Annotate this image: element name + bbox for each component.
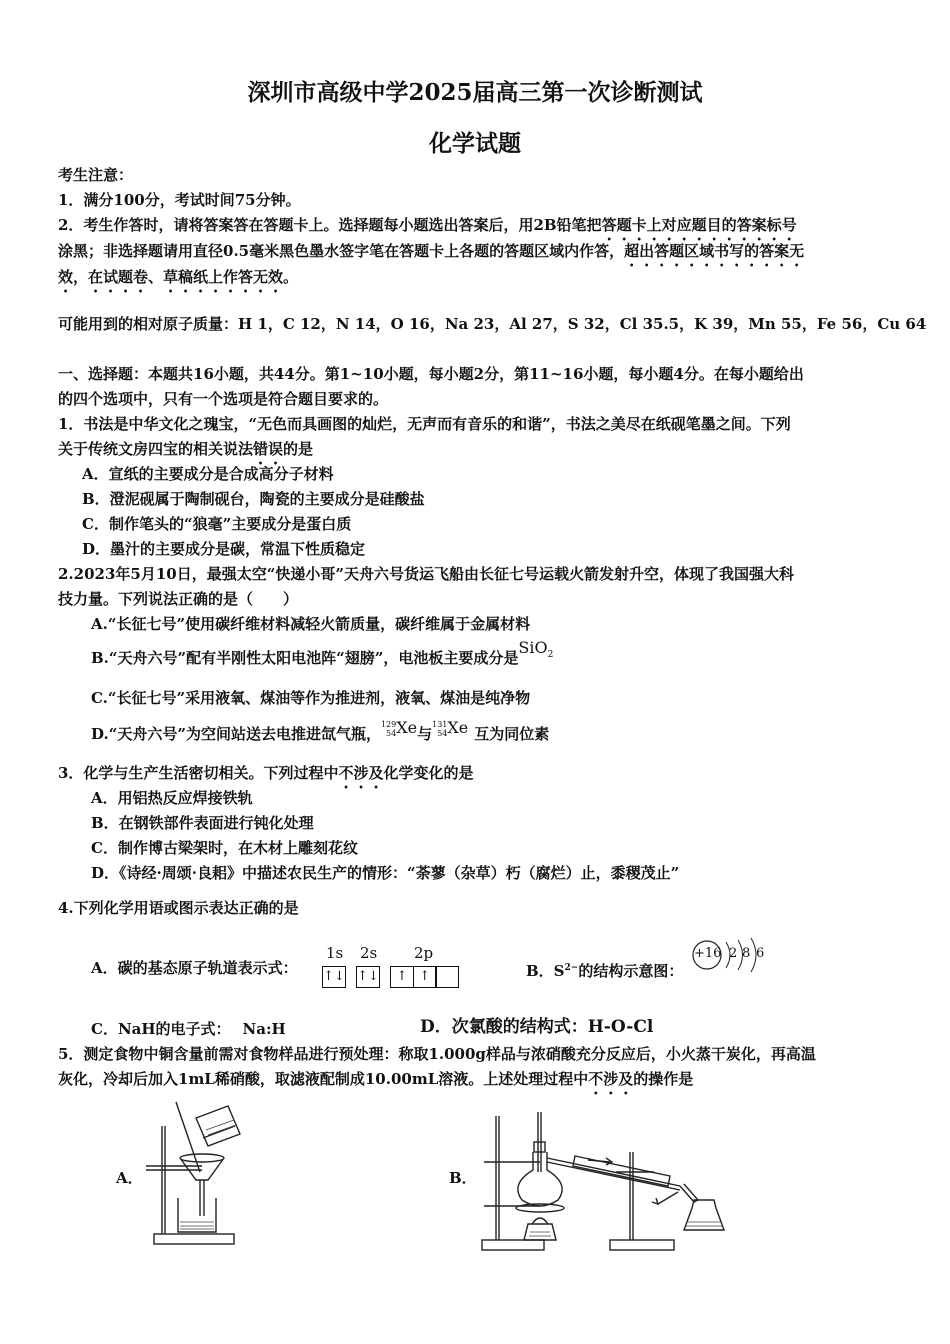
orbital-label-2p: 2p: [414, 944, 434, 962]
q1-option-c: C．制作笔头的“狼毫”主要成分是蛋白质: [82, 515, 352, 533]
q2-stem-line-1: 2.2023年5月10日，最强太空“快递小哥”天舟六号货运飞船由长征七号运载火箭发射升空，体现了我国强大科: [58, 565, 794, 583]
q4-option-c: C．NaH的电子式： Na:H: [91, 1020, 286, 1038]
nucleus-charge: +16: [694, 946, 722, 961]
q2-stem-line-2: 技力量。下列说法正确的是（ ）: [58, 590, 299, 608]
q3-option-d: D．《诗经·周颂·良耜》中描述农民生产的情形：“荼蓼（杂草）朽（腐烂）止，黍稷茂止”: [91, 864, 680, 882]
filtration-apparatus: [140, 1098, 250, 1250]
section-1-line-2: 的四个选项中，只有一个选项是符合题目要求的。: [58, 390, 389, 408]
q4-option-a: A．碳的基态原子轨道表示式：: [91, 959, 298, 977]
q3-option-a: A．用铝热反应焊接铁轨: [91, 789, 253, 807]
orbital-box-2s: ↑↓: [356, 966, 380, 988]
orbital-label-1s: 1s: [326, 944, 344, 962]
notice-item-2-line-1: 2．考生作答时，请将答案答在答题卡上。选择题每小题选出答案后，用2B铅笔把答题卡上对应题目的答案标号: [58, 216, 797, 234]
q1-option-a: A．宣纸的主要成分是合成高分子材料: [82, 465, 334, 483]
q5-stem-line-1: 5．测定食物中铜含量前需对食物样品进行预处理：称取1.000g样品与浓硝酸充分反应后，小火蒸干炭化，再高温: [58, 1045, 816, 1063]
atomic-masses: 可能用到的相对原子质量：H 1，C 12，N 14，O 16，Na 23，Al 27，S 32，Cl 35.5，K 39，Mn 55，Fe 56，Cu 64: [58, 315, 927, 333]
q3-stem: 3．化学与生产生活密切相关。下列过程中不涉及化学变化的是: [58, 764, 474, 782]
q2-option-c: C.“长征七号”采用液氧、煤油等作为推进剂，液氧、煤油是纯净物: [91, 689, 531, 707]
q4-stem: 4.下列化学用语或图示表达正确的是: [58, 899, 299, 917]
q2-option-b: B.“天舟六号”配有半刚性太阳电池阵“翅膀”，电池板主要成分是SiO$_2$: [91, 638, 554, 667]
notice-item-2-line-2: 涂黑；非选择题请用直径0.5毫米黑色墨水签字笔在答题卡上各题的答题区域内作答，超出答题区域书写的答案无: [58, 242, 805, 260]
q1-option-d: D．墨汁的主要成分是碳，常温下性质稳定: [82, 540, 366, 558]
q1-stem-line-1: 1．书法是中华文化之瑰宝，“无色而具画图的灿烂，无声而有音乐的和谐”，书法之美尽在纸砚笔墨之间。下列: [58, 415, 791, 433]
orbital-label-2s: 2s: [360, 944, 378, 962]
q4-option-b: B．$S^{2-}$的结构示意图：: [526, 962, 684, 980]
shell-2-electrons: 8: [742, 946, 751, 961]
sulfide-structure-diagram: [690, 934, 770, 978]
q2-option-a: A.“长征七号”使用碳纤维材料减轻火箭质量，碳纤维属于金属材料: [91, 615, 531, 633]
orbital-box-2p-1: ↑: [390, 966, 414, 988]
page-title: 深圳市高级中学2025届高三第一次诊断测试: [247, 79, 703, 106]
q5-option-a-label: A．: [116, 1169, 143, 1187]
orbital-diagram: [322, 944, 462, 992]
q5-option-b-label: B．: [449, 1169, 477, 1187]
page-subtitle: 化学试题: [429, 130, 521, 157]
q1-option-b: B．澄泥砚属于陶制砚台，陶瓷的主要成分是硅酸盐: [82, 490, 425, 508]
notice-item-1: 1．满分100分，考试时间75分钟。: [58, 191, 301, 209]
section-1-line-1: 一、选择题：本题共16小题，共44分。第1~10小题，每小题2分，第11~16小题，每小题4分。在每小题给出: [58, 365, 804, 383]
notice-item-2-line-3: 效，在试题卷、草稿纸上作答无效。: [58, 268, 299, 286]
distillation-apparatus: [480, 1112, 760, 1254]
orbital-box-2p-2: ↑: [413, 966, 437, 988]
q3-option-b: B．在钢铁部件表面进行钝化处理: [91, 814, 314, 832]
shell-1-electrons: 2: [729, 946, 738, 961]
q3-option-c: C．制作博古梁架时，在木材上雕刻花纹: [91, 839, 358, 857]
q2-option-d: D.“天舟六号”为空间站送去电推进氙气瓶，129 54Xe与131 54Xe 互为同位素: [91, 718, 550, 743]
notice-heading: 考生注意：: [58, 166, 134, 184]
q5-stem-line-2: 灰化，冷却后加入1mL稀硝酸，取滤液配制成10.00mL溶液。上述处理过程中不涉及的操作是: [58, 1070, 694, 1088]
q4-option-d: D．次氯酸的结构式：H-O-Cl: [420, 1017, 654, 1037]
orbital-box-1s: ↑↓: [322, 966, 346, 988]
orbital-box-2p-3: [435, 966, 459, 988]
q1-stem-line-2: 关于传统文房四宝的相关说法错误的是: [58, 440, 314, 458]
shell-3-electrons: 6: [756, 946, 765, 961]
